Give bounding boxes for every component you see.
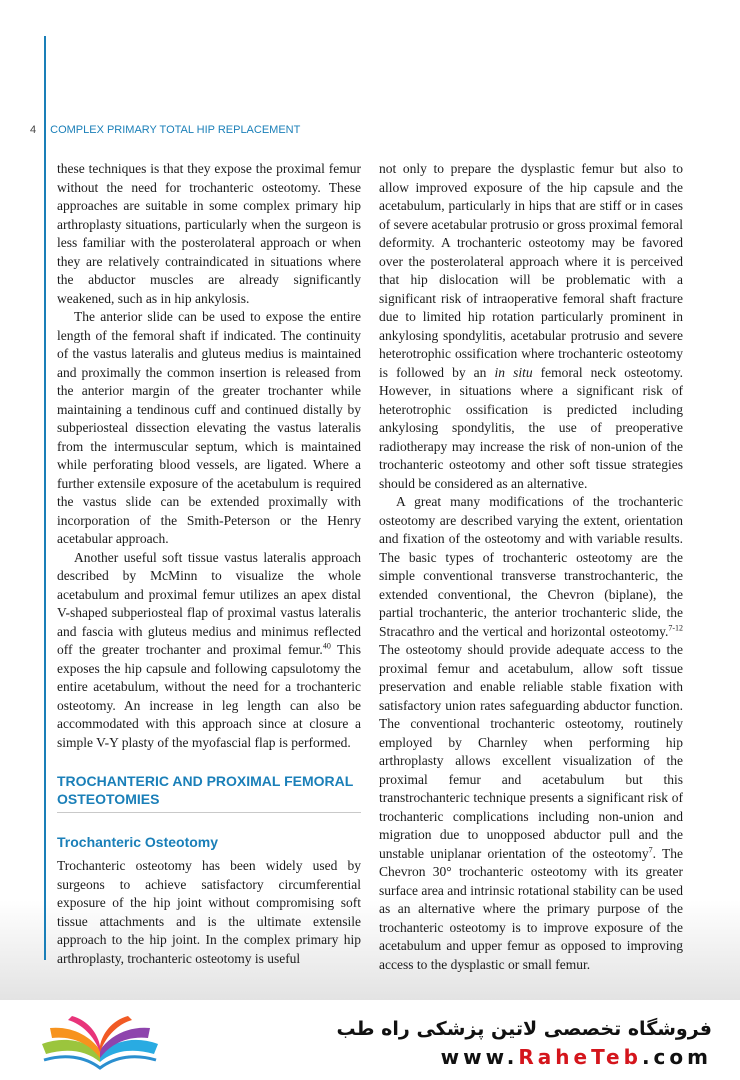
italic-term: in situ	[494, 364, 533, 380]
store-branding	[337, 1016, 712, 1072]
running-header	[30, 123, 300, 137]
citation-ref: 7-12	[668, 623, 683, 632]
subsection-heading: Trochanteric Osteotomy	[57, 834, 219, 850]
paragraph: Trochanteric osteotomy has been widely used by surgeons to achieve satisfactory circumferential exposure of the hip joint without compromising soft tissue attachments and is the ultimate extensile approach to the hip joint. In the complex primary hip arthroplasty, trochanteric osteotomy is useful	[57, 858, 361, 966]
paragraph-text: A great many modifications of the trochanteric osteotomy are described varying the extent, orientation and fixation of the osteotomy and with variable results. The basic types of trochanteric osteotomy are the simple conventional transverse transtrochanteric, the extended conventional, the Chevron (biplane), the partial trochanteric, the anterior trochanteric slide, the Stracathro and the vertical and horizontal osteotomy.	[379, 494, 683, 639]
url-suffix: .com	[641, 1045, 712, 1069]
paragraph-text: This exposes the hip capsule and following capsulotomy the entire acetabulum, without the need for a trochanteric osteotomy. An increase in leg length can also be accommodated with this approach since at closure a simple V-Y plasty of the myofascial flap is performed.	[57, 642, 361, 750]
url-prefix: www.	[440, 1045, 519, 1069]
citation-ref: 40	[322, 641, 331, 651]
paragraph-text: Another useful soft tissue vastus lateralis approach described by McMinn to visualize the whole acetabulum and proximal femur utilizes an apex distal V-shaped subperiosteal flap of proximal vastus lateralis and fascia with gluteus medius and minimus reflected off the greater trochanter and proximal femur.	[57, 549, 361, 657]
url-accent: RaheTeb	[518, 1045, 642, 1069]
store-url[interactable]	[337, 1042, 712, 1072]
paragraph: The anterior slide can be used to expose the entire length of the femoral shaft if indicated. The continuity of the vastus lateralis and gluteus medius is maintained and proximally the common insertion is released from the anterior margin of the greater trochanter while maintaining a tendinous cuff and continued distally by subperiosteal dissection elevating the vastus lateralis from the intermuscular septum, which is maintained while perforating blood vessels, are ligated. Where a further extensile exposure of the acetabulum is required the vastus slide can be extended proximally with incorporation of the Smith-Peterson or the Henry acetabular approach.	[57, 309, 361, 546]
page-number: 4	[30, 124, 37, 136]
book-logo-icon	[38, 1014, 162, 1070]
paragraph	[379, 493, 683, 974]
paragraph-text: not only to prepare the dysplastic femur but also to allow improved exposure of the hip capsule and the acetabulum, particularly in hips that are stiff or in cases of severe acetabular protrusio or gross proximal femoral deformity. A trochanteric osteotomy may be favored over the posterolateral approach where it is perceived that hip dislocation will be problematic with a significant risk of intraoperative femoral shaft fracture due to limited hip rotation particularly prominent in ankylosing spondylitis, acetabular protrusio and severe heterotrophic ossification where trochanteric osteotomy is followed by an	[379, 161, 684, 380]
section-heading: TROCHANTERIC AND PROXIMAL FEMORAL OSTEOTOMIES	[57, 772, 361, 813]
citation-ref: 7	[648, 845, 653, 854]
paragraph-text: femoral neck osteotomy. However, in situations where a significant risk of heterotrophic ossification is predicted including ankylosing spondylitis, the use of preoperative radiotherapy may increase the risk of non-union of the trochanteric osteotomy and other soft tissue strategies should be considered as an alternative.	[379, 364, 683, 491]
paragraph: these techniques is that they expose the proximal femur without the need for trochanteric osteotomy. These approaches are suitable in some complex primary hip arthroplasty situations, particularly when the surgeon is less familiar with the posterolateral approach or when they are relatively contraindicated in situations where the abductor muscles are already significantly weakened, such as in hip ankylosis.	[57, 161, 361, 306]
paragraph-text: . The Chevron 30° trochanteric osteotomy with its greater surface area and intrinsic rotational stability can be used as an alternative where the primary purpose of the trochanteric osteotomy is to improve exposure of the acetabulum and upper femur as opposed to improving access to the dysplastic or small femur.	[379, 845, 683, 972]
right-column	[379, 160, 683, 974]
watermark-footer	[0, 1000, 740, 1080]
left-column	[57, 160, 361, 968]
store-name: فروشگاه تخصصی لاتین پزشکی راه طب	[336, 1018, 712, 1040]
paragraph	[379, 160, 683, 493]
running-title: COMPLEX PRIMARY TOTAL HIP REPLACEMENT	[50, 124, 301, 136]
margin-rule	[44, 36, 46, 960]
paragraph	[57, 549, 361, 753]
paragraph-text: The osteotomy should provide adequate access to the proximal femur and acetabulum, allow soft tissue preservation and enable reliable stable fixation with satisfactory union rates safeguarding abductor function. The conventional trochanteric osteotomy, routinely employed by Charnley when performing hip arthroplasty allows excellent visualization of the proximal femur and acetabulum but this transtrochanteric technique presents a significant risk of trochanteric complications including non-union and migration due to unopposed abductor pull and the unstable uniplanar orientation of the osteotomy	[379, 642, 683, 861]
